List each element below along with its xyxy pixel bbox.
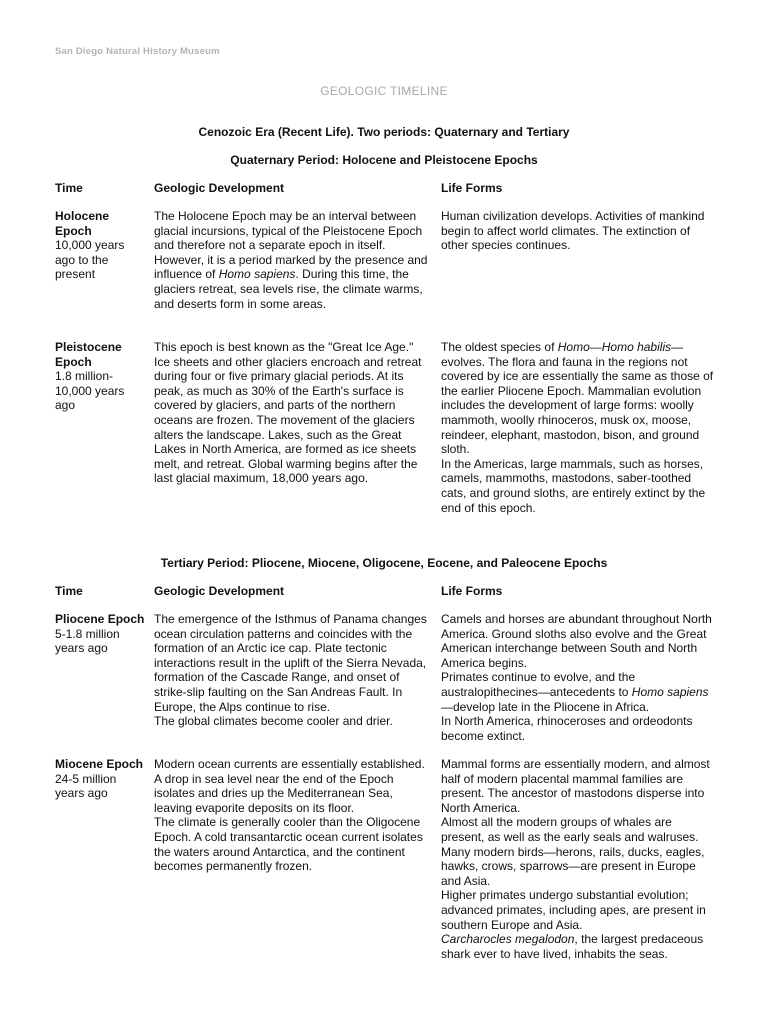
epoch-name: Pleistocene Epoch bbox=[55, 340, 122, 369]
geologic-development-text bbox=[154, 209, 430, 311]
column-header-geologic-development: Geologic Development bbox=[154, 584, 285, 598]
museum-name: San Diego Natural History Museum bbox=[55, 46, 220, 57]
paragraph: The emergence of the Isthmus of Panama changes ocean circulation patterns and coincides with the formation of an Arctic ice cap. Plate tectonic interactions result in the uplift of the Sierra Nevada, formation of the Cascade Range, and onset of strike-slip faulting on the San Andreas Fault. In Europe, the Alps continue to rise. bbox=[154, 612, 427, 714]
page-title: GEOLOGIC TIMELINE bbox=[320, 84, 448, 98]
geologic-development-text bbox=[154, 612, 430, 729]
geologic-development-text bbox=[154, 757, 430, 874]
paragraph: This epoch is best known as the "Great Ice Age." Ice sheets and other glaciers encroach and retreat during four or five primary glacial periods. At its peak, as much as 30% of the Earth's surface is covered by glaciers, and parts of the northern oceans are frozen. The movement of the glaciers alters the landscape. Lakes, such as the Great Lakes in North America, are formed as ice sheets melt, and retreat. Global warming begins after the last glacial maximum, 18,000 years ago. bbox=[154, 340, 422, 486]
paragraph: The oldest species of Homo—Homo habilis—evolves. The flora and fauna in the regions not covered by ice are essentially the same as those of the earlier Pliocene Epoch. Mammalian evolution includes the development of large forms: woolly mammoth, woolly rhinoceros, musk ox, moose, reindeer, elephant, mastodon, bison, and ground sloth. bbox=[441, 340, 714, 457]
epoch-name: Pliocene Epoch bbox=[55, 612, 145, 626]
column-header-geologic-development: Geologic Development bbox=[154, 181, 285, 195]
life-forms-text bbox=[441, 612, 718, 743]
geologic-development-text bbox=[154, 340, 430, 486]
column-header-life-forms: Life Forms bbox=[441, 181, 503, 195]
epoch-time-span: 10,000 years ago to the present bbox=[55, 238, 125, 282]
life-forms-text bbox=[441, 340, 718, 515]
paragraph: Primates continue to evolve, and the australopithecines—antecedents to Homo sapiens—develop late in the Pliocene in Africa. bbox=[441, 670, 709, 714]
paragraph: Camels and horses are abundant throughout North America. Ground sloths also evolve and the Great American interchange between South and North America begins. bbox=[441, 612, 712, 670]
epoch-name: Miocene Epoch bbox=[55, 757, 144, 771]
paragraph: The Holocene Epoch may be an interval between glacial incursions, typical of the Pleistocene Epoch and therefore not a separate epoch in itself. However, it is a period marked by the presence and influence of Homo sapiens. During this time, the glaciers retreat, sea levels rise, the climate warms, and deserts form in some areas. bbox=[154, 209, 428, 311]
column-header-life-forms: Life Forms bbox=[441, 584, 503, 598]
paragraph: Almost all the modern groups of whales are present, as well as the early seals and walruses. Many modern birds—herons, rails, ducks, eagles, hawks, crows, sparrows—are present in Europe and Asia. bbox=[441, 815, 705, 888]
paragraph: Human civilization develops. Activities of mankind begin to affect world climates. The extinction of other species continues. bbox=[441, 209, 705, 253]
era-heading: Cenozoic Era (Recent Life). Two periods: Quaternary and Tertiary bbox=[198, 125, 570, 139]
paragraph: Mammal forms are essentially modern, and almost half of modern placental mammal families are present. The ancestor of mastodons disperse into North America. bbox=[441, 757, 710, 815]
column-header-time: Time bbox=[55, 584, 83, 598]
life-forms-text bbox=[441, 209, 718, 253]
column-header-time: Time bbox=[55, 181, 83, 195]
paragraph: The global climates become cooler and drier. bbox=[154, 714, 393, 729]
paragraph: The climate is generally cooler than the Oligocene Epoch. A cold transantarctic ocean current isolates the waters around Antarctica, and the continent becomes permanently frozen. bbox=[154, 815, 423, 874]
epoch-name: Holocene Epoch bbox=[55, 209, 110, 238]
epoch-time-span: 24-5 million years ago bbox=[55, 771, 117, 801]
paragraph: In North America, rhinoceroses and ordeodonts become extinct. bbox=[441, 714, 693, 743]
epoch-time-span: 1.8 million-10,000 years ago bbox=[55, 369, 125, 413]
epoch-time-span: 5-1.8 million years ago bbox=[55, 626, 120, 656]
paragraph: Higher primates undergo substantial evolution; advanced primates, including apes, are present in southern Europe and Asia. bbox=[441, 888, 706, 932]
paragraph: Modern ocean currents are essentially established. A drop in sea level near the end of the Epoch isolates and dries up the Mediterranean Sea, leaving evaporite deposits on its floor. bbox=[154, 757, 425, 815]
paragraph: Carcharocles megalodon, the largest predaceous shark ever to have lived, inhabits the seas. bbox=[441, 932, 704, 961]
tertiary-heading: Tertiary Period: Pliocene, Miocene, Oligocene, Eocene, and Paleocene Epochs bbox=[160, 556, 608, 570]
quaternary-heading: Quaternary Period: Holocene and Pleistocene Epochs bbox=[230, 153, 538, 167]
paragraph: In the Americas, large mammals, such as horses, camels, mammoths, mastodons, saber-toothed cats, and ground sloths, are entirely extinct by the end of this epoch. bbox=[441, 456, 706, 515]
life-forms-text bbox=[441, 757, 718, 961]
